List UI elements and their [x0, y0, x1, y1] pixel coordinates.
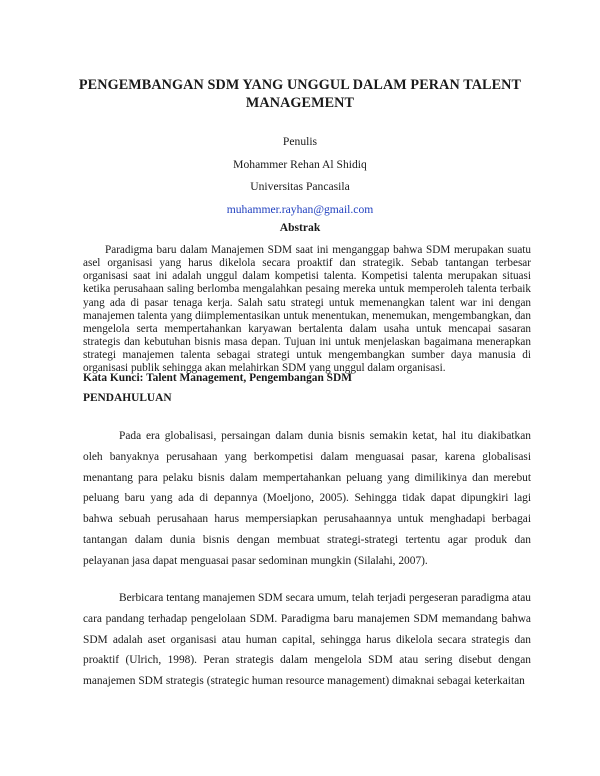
abstract-body: Paradigma baru dalam Manajemen SDM saat ini menganggap bahwa SDM merupakan suatu asel organisasi yang harus dikelola secara proaktif dan strategik. Sebab tantangan terbesar organisasi saat ini adalah unggul dalam kompetisi talenta. Kompetisi talenta merupakan situasi ketika perusahaan saling berlomba mengalahkan pesaing mereka untuk memperoleh talenta terbaik yang ada di pasar tenaga kerja. Salah satu strategi untuk memenangkan talent war ini dengan manajemen talenta yang diimplementasikan untuk menentukan, menemukan, mengembangkan, dan mengelola serta mempertahankan karyawan bertalenta dalam usaha untuk mencapai sasaran strategis dan kebutuhan bisnis masa depan. Tujuan ini untuk menjelaskan bagaimana menerapkan strategi manajemen talenta sebagai strategi untuk mengembangkan sumber daya manusia di organisasi publik sehingga akan melahirkan SDM yang unggul dalam organisasi.: [83, 244, 531, 375]
author-name: Mohammer Rehan Al Shidiq: [233, 158, 367, 171]
paper-title: PENGEMBANGAN SDM YANG UNGGUL DALAM PERAN TALENT MANAGEMENT: [78, 77, 522, 111]
body-paragraph: Pada era globalisasi, persaingan dalam dunia bisnis semakin ketat, hal itu diakibatkan oleh banyaknya perusahaan yang berkompetisi dalam menguasai pasar, karena globalisasi menantang para pelaku bisnis dalam mempertahankan peluang yang dimilikinya dan merebut peluang baru yang ada di depannya (Moeljono, 2005). Sehingga tidak dapat dipungkiri lagi bahwa sebuah perusahaan harus mempersiapkan perusahaannya untuk menghadapi berbagai tantangan dalam dunia bisnis dengan membuat strategi-strategi tertentu agar produk dan pelayanan jasa dapat menguasai pasar sedominan mungkin (Silalahi, 2007).: [83, 430, 531, 567]
abstract-heading: Abstrak: [279, 221, 321, 234]
author-label: Penulis: [282, 135, 318, 148]
body-paragraph: Berbicara tentang manajemen SDM secara umum, telah terjadi pergeseran paradigma atau cara pandang terhadap pengelolaan SDM. Paradigma baru manajemen SDM memandang bahwa SDM adalah aset organisasi atau human capital, sehingga harus dikelola secara strategis dan proaktif (Ulrich, 1998). Peran strategis dalam mengelola SDM atau sering disebut dengan manajemen SDM strategis (strategic human resource management) dimaknai sebagai keterkaitan: [83, 592, 531, 688]
keywords: Kata Kunci: Talent Management, Pengembangan SDM: [83, 372, 352, 384]
author-email-link[interactable]: muhammer.rayhan@gmail.com: [226, 203, 374, 216]
author-affiliation: Universitas Pancasila: [250, 180, 350, 193]
section-heading: PENDAHULUAN: [83, 392, 172, 404]
